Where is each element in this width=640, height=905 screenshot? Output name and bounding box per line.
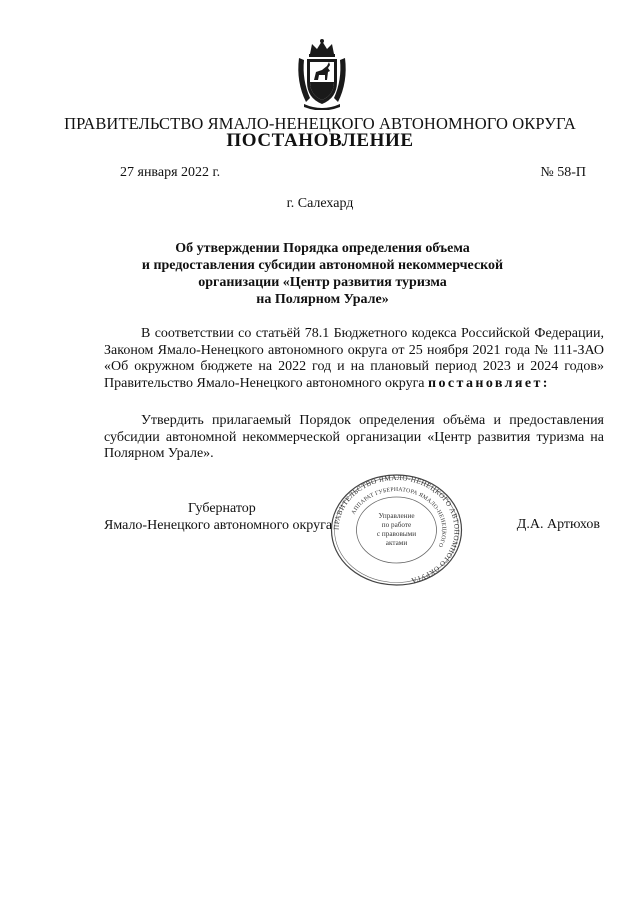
body-paragraph <box>104 326 604 392</box>
official-stamp <box>330 474 463 586</box>
signer-title-line: Ямало-Ненецкого автономного округа <box>104 518 333 533</box>
stamp-center-line: Управление <box>378 512 415 520</box>
stamp-inner-ring-text: АППАРАТ ГУБЕРНАТОРА ЯМАЛО-НЕНЕЦКОГО <box>350 486 447 549</box>
resolve-word: постановляет: <box>428 375 550 391</box>
coat-of-arms-icon <box>296 38 348 110</box>
stamp-center-line: с правовыми <box>376 530 417 538</box>
signer-title-line: Губернатор <box>188 501 256 516</box>
body-paragraph: Утвердить прилагаемый Порядок определения объёма и предоставления субсидии автономной некоммерческой организации «Центр развития туризма на Полярном Урале». <box>104 413 604 461</box>
document-number: № 58-П <box>540 165 586 180</box>
title-line: Об утверждении Порядка определения объема <box>175 241 470 256</box>
issuing-authority: ПРАВИТЕЛЬСТВО ЯМАЛО-НЕНЕЦКОГО АВТОНОМНОГО ОКРУГА <box>64 114 576 133</box>
title-line: на Полярном Урале» <box>256 292 389 307</box>
stamp-center-line: по работе <box>381 521 412 529</box>
document-city: г. Салехард <box>286 196 354 211</box>
title-line: и предоставления субсидии автономной некоммерческой <box>141 258 504 273</box>
paragraph-text: В соответствии со статьёй 78.1 Бюджетного кодекса Российской Федерации, Законом Ямало-Ненецкого автономного округа от 25 ноября 2021 года № 111-ЗАО «Об окружном бюджете на 2022 год и на плановый период 2023 и 2024 годов» Правительство Ямало-Ненецкого автономного округа <box>104 326 604 391</box>
document-title <box>100 240 545 308</box>
stamp-center-line: актами <box>385 539 408 547</box>
title-line: организации «Центр развития туризма <box>198 275 447 290</box>
document-date: 27 января 2022 г. <box>120 165 221 180</box>
stamp-ring-text: ПРАВИТЕЛЬСТВО ЯМАЛО-НЕНЕЦКОГО АВТОНОМНОГО ОКРУГА <box>332 474 461 585</box>
document-type: ПОСТАНОВЛЕНИЕ <box>226 130 414 151</box>
signer-name: Д.А. Артюхов <box>516 517 600 532</box>
